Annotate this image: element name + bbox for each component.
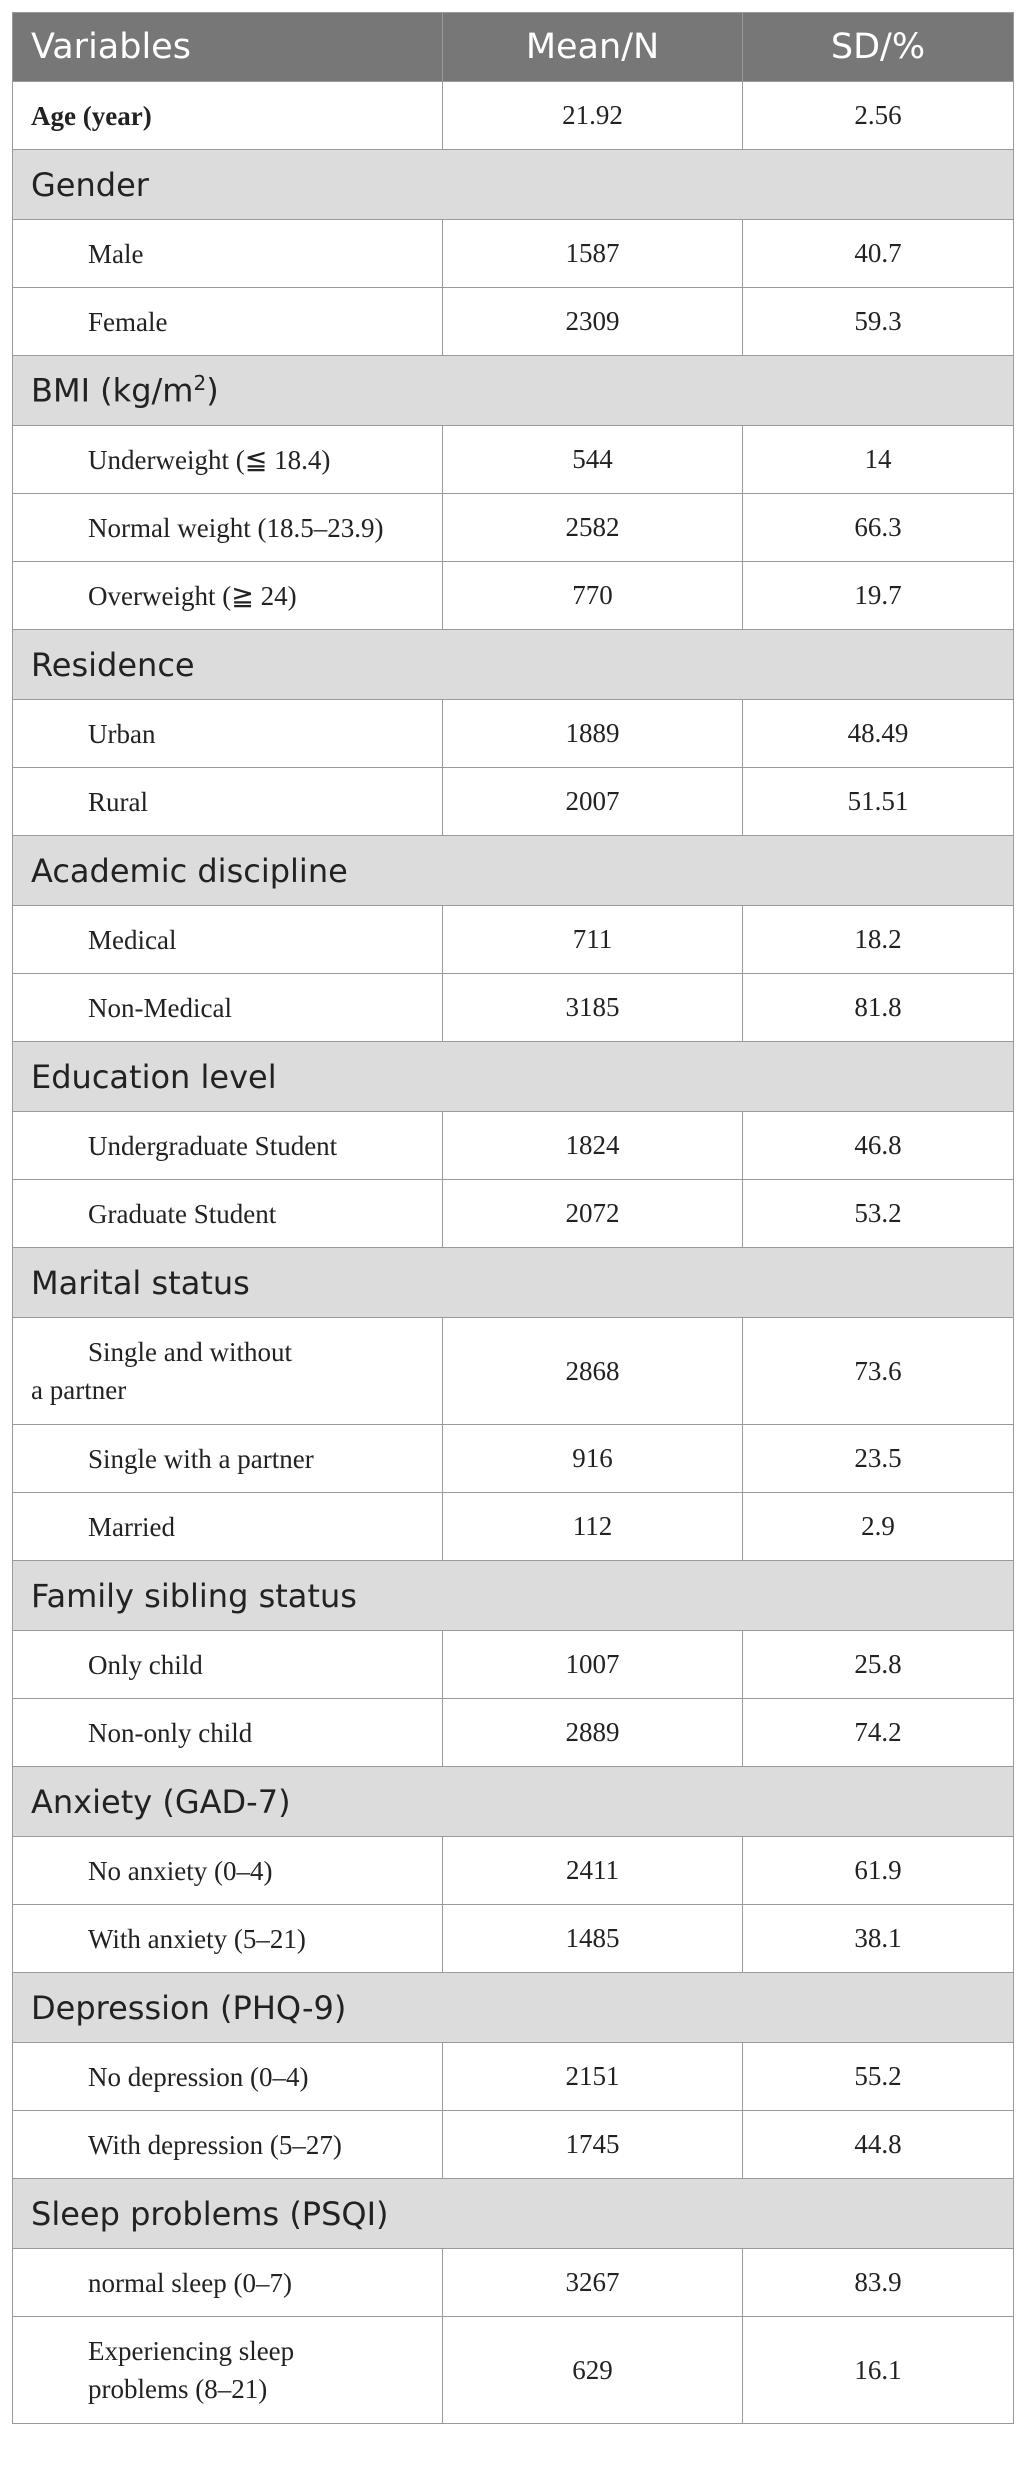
row-label: Non-Medical	[13, 974, 443, 1042]
row-pct: 44.8	[743, 2111, 1014, 2179]
section-sibling	[13, 1561, 1014, 1631]
header-mean-n: Mean/N	[443, 13, 743, 82]
table-row	[13, 494, 1014, 562]
section-title: Academic discipline	[13, 836, 1014, 906]
row-pct: 14	[743, 426, 1014, 494]
row-pct: 2.9	[743, 1493, 1014, 1561]
row-pct: 18.2	[743, 906, 1014, 974]
header-sd-pct: SD/%	[743, 13, 1014, 82]
row-label: Underweight (≦ 18.4)	[13, 426, 443, 494]
table-row	[13, 1837, 1014, 1905]
table-row	[13, 1699, 1014, 1767]
section-marital	[13, 1248, 1014, 1318]
row-n: 1485	[443, 1905, 743, 1973]
row-label: Married	[13, 1493, 443, 1561]
row-pct: 46.8	[743, 1112, 1014, 1180]
row-label: No depression (0–4)	[13, 2043, 443, 2111]
table-row	[13, 1425, 1014, 1493]
table-row	[13, 906, 1014, 974]
table-row-age	[13, 82, 1014, 150]
row-label	[13, 1318, 443, 1425]
row-pct: 16.1	[743, 2317, 1014, 2424]
row-label: Overweight (≧ 24)	[13, 562, 443, 630]
row-n: 2582	[443, 494, 743, 562]
row-label-line1: Single and without	[88, 1337, 292, 1367]
row-pct: 51.51	[743, 768, 1014, 836]
row-mean: 21.92	[443, 82, 743, 150]
row-label	[13, 2317, 443, 2424]
row-n: 1745	[443, 2111, 743, 2179]
row-n: 1889	[443, 700, 743, 768]
row-pct: 61.9	[743, 1837, 1014, 1905]
table-row	[13, 2249, 1014, 2317]
row-n: 3267	[443, 2249, 743, 2317]
table-row	[13, 2043, 1014, 2111]
row-label-line2: a partner	[31, 1375, 127, 1405]
row-n: 1824	[443, 1112, 743, 1180]
row-label: Graduate Student	[13, 1180, 443, 1248]
row-n: 2309	[443, 288, 743, 356]
table-row	[13, 1112, 1014, 1180]
table-row	[13, 1631, 1014, 1699]
table-row	[13, 2317, 1014, 2424]
table-row	[13, 426, 1014, 494]
table-row	[13, 220, 1014, 288]
row-label-line2: problems (8–21)	[88, 2374, 268, 2404]
section-anxiety	[13, 1767, 1014, 1837]
section-title: Marital status	[13, 1248, 1014, 1318]
row-pct: 19.7	[743, 562, 1014, 630]
row-label: With depression (5–27)	[13, 2111, 443, 2179]
row-n: 112	[443, 1493, 743, 1561]
row-label: Only child	[13, 1631, 443, 1699]
row-label: Female	[13, 288, 443, 356]
row-n: 2411	[443, 1837, 743, 1905]
section-education	[13, 1042, 1014, 1112]
row-pct: 53.2	[743, 1180, 1014, 1248]
row-pct: 55.2	[743, 2043, 1014, 2111]
row-label: No anxiety (0–4)	[13, 1837, 443, 1905]
row-label: Normal weight (18.5–23.9)	[13, 494, 443, 562]
row-n: 2151	[443, 2043, 743, 2111]
row-n: 1587	[443, 220, 743, 288]
row-n: 629	[443, 2317, 743, 2424]
row-pct: 73.6	[743, 1318, 1014, 1425]
table-row	[13, 1318, 1014, 1425]
header-row	[13, 13, 1014, 82]
table-row	[13, 1180, 1014, 1248]
section-title: Education level	[13, 1042, 1014, 1112]
table-row	[13, 562, 1014, 630]
section-title-superscript: 2	[193, 371, 207, 396]
row-n: 2868	[443, 1318, 743, 1425]
table-row	[13, 1493, 1014, 1561]
row-n: 3185	[443, 974, 743, 1042]
section-bmi	[13, 356, 1014, 426]
row-n: 711	[443, 906, 743, 974]
row-sd: 2.56	[743, 82, 1014, 150]
row-label-line1: Experiencing sleep	[88, 2336, 295, 2366]
row-pct: 40.7	[743, 220, 1014, 288]
row-n: 1007	[443, 1631, 743, 1699]
row-n: 2072	[443, 1180, 743, 1248]
row-n: 916	[443, 1425, 743, 1493]
table-row	[13, 974, 1014, 1042]
table-row	[13, 2111, 1014, 2179]
header-variables: Variables	[13, 13, 443, 82]
row-label: With anxiety (5–21)	[13, 1905, 443, 1973]
section-title	[13, 356, 1014, 426]
section-residence	[13, 630, 1014, 700]
row-label: Non-only child	[13, 1699, 443, 1767]
row-n: 2007	[443, 768, 743, 836]
row-label: Male	[13, 220, 443, 288]
section-title: Depression (PHQ-9)	[13, 1973, 1014, 2043]
section-academic	[13, 836, 1014, 906]
row-label: normal sleep (0–7)	[13, 2249, 443, 2317]
row-label: Rural	[13, 768, 443, 836]
row-pct: 81.8	[743, 974, 1014, 1042]
row-pct: 66.3	[743, 494, 1014, 562]
row-pct: 25.8	[743, 1631, 1014, 1699]
row-pct: 74.2	[743, 1699, 1014, 1767]
section-title: Family sibling status	[13, 1561, 1014, 1631]
section-title: Gender	[13, 150, 1014, 220]
table-row	[13, 700, 1014, 768]
row-label: Single with a partner	[13, 1425, 443, 1493]
demographics-table	[12, 12, 1014, 2424]
row-pct: 38.1	[743, 1905, 1014, 1973]
section-title-end: )	[206, 371, 219, 410]
row-label: Age (year)	[13, 82, 443, 150]
section-title: Sleep problems (PSQI)	[13, 2179, 1014, 2249]
row-n: 544	[443, 426, 743, 494]
table-row	[13, 288, 1014, 356]
section-title: Anxiety (GAD-7)	[13, 1767, 1014, 1837]
section-gender	[13, 150, 1014, 220]
row-pct: 23.5	[743, 1425, 1014, 1493]
row-label: Urban	[13, 700, 443, 768]
section-title: Residence	[13, 630, 1014, 700]
section-depression	[13, 1973, 1014, 2043]
row-label: Medical	[13, 906, 443, 974]
table-row	[13, 1905, 1014, 1973]
section-title-text: BMI (kg/m	[31, 371, 194, 410]
row-pct: 48.49	[743, 700, 1014, 768]
row-label: Undergraduate Student	[13, 1112, 443, 1180]
row-n: 2889	[443, 1699, 743, 1767]
section-sleep	[13, 2179, 1014, 2249]
row-pct: 59.3	[743, 288, 1014, 356]
row-n: 770	[443, 562, 743, 630]
table-row	[13, 768, 1014, 836]
row-pct: 83.9	[743, 2249, 1014, 2317]
